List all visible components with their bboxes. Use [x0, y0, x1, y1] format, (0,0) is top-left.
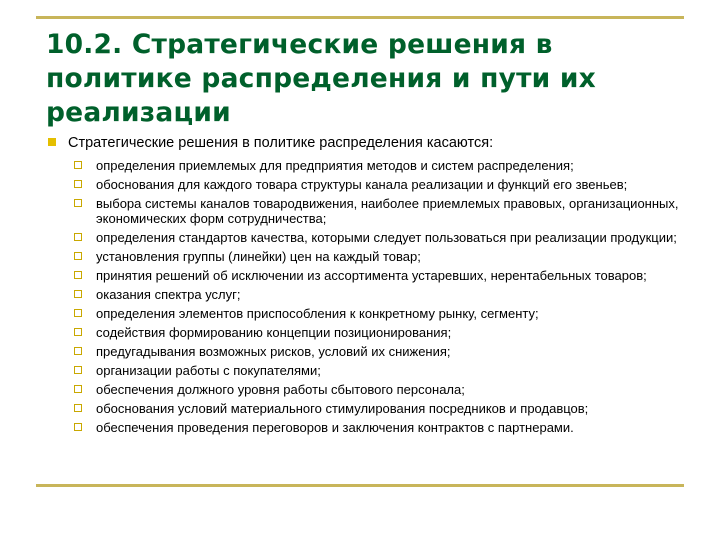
list-item-text: оказания спектра услуг; [96, 287, 241, 303]
list-item [74, 230, 684, 245]
list-item [74, 268, 684, 283]
list-item [74, 363, 684, 378]
list-item [74, 158, 684, 173]
hollow-square-bullet-icon [74, 199, 82, 207]
list-item-text: выбора системы каналов товародвижения, наиболее приемлемых правовых, организационных, экономических форм сотрудничества; [96, 196, 679, 227]
hollow-square-bullet-icon [74, 161, 82, 169]
list-item-text: предугадывания возможных рисков, условий их снижения; [96, 344, 451, 360]
sub-bullet-list [48, 158, 684, 436]
list-item-text: определения приемлемых для предприятия методов и систем распределения; [96, 158, 574, 173]
list-item-text: содействия формированию концепции позиционирования; [96, 325, 452, 341]
list-item-text: обоснования для каждого товара структуры канала реализации и функций его звеньев; [96, 177, 628, 192]
list-item [74, 306, 684, 321]
list-item-text: обоснования условий материального стимулирования посредников и продавцов; [96, 401, 589, 417]
list-item [74, 382, 684, 397]
list-item [74, 325, 684, 340]
list-item [74, 196, 684, 227]
list-item [74, 287, 684, 302]
hollow-square-bullet-icon [74, 404, 82, 412]
hollow-square-bullet-icon [74, 180, 82, 188]
list-item [74, 420, 684, 435]
slide-title: 10.2. Стратегические решения в политике распределения и пути их реализации [46, 29, 596, 128]
hollow-square-bullet-icon [74, 423, 82, 431]
hollow-square-bullet-icon [74, 385, 82, 393]
square-bullet-icon [48, 138, 56, 146]
list-item-text: обеспечения должного уровня работы сбытового персонала; [96, 382, 465, 398]
list-item-text: организации работы с покупателями; [96, 363, 321, 379]
list-item-text: определения стандартов качества, которыми следует пользоваться при реализации продукции; [96, 230, 677, 246]
list-item [74, 249, 684, 264]
hollow-square-bullet-icon [74, 328, 82, 336]
hollow-square-bullet-icon [74, 252, 82, 260]
top-divider [36, 16, 684, 19]
list-item [74, 401, 684, 416]
list-item [74, 177, 684, 192]
lead-bullet [48, 134, 684, 152]
hollow-square-bullet-icon [74, 347, 82, 355]
hollow-square-bullet-icon [74, 309, 82, 317]
bottom-divider [36, 484, 684, 487]
slide-body [48, 134, 684, 439]
hollow-square-bullet-icon [74, 290, 82, 298]
hollow-square-bullet-icon [74, 271, 82, 279]
list-item-text: обеспечения проведения переговоров и заключения контрактов с партнерами. [96, 420, 574, 436]
list-item-text: определения элементов приспособления к конкретному рынку, сегменту; [96, 306, 539, 322]
lead-text: Стратегические решения в политике распределения касаются: [68, 135, 494, 151]
list-item-text: принятия решений об исключении из ассортимента устаревших, нерентабельных товаров; [96, 268, 647, 284]
list-item [74, 344, 684, 359]
hollow-square-bullet-icon [74, 233, 82, 241]
list-item-text: установления группы (линейки) цен на каждый товар; [96, 249, 421, 265]
hollow-square-bullet-icon [74, 366, 82, 374]
